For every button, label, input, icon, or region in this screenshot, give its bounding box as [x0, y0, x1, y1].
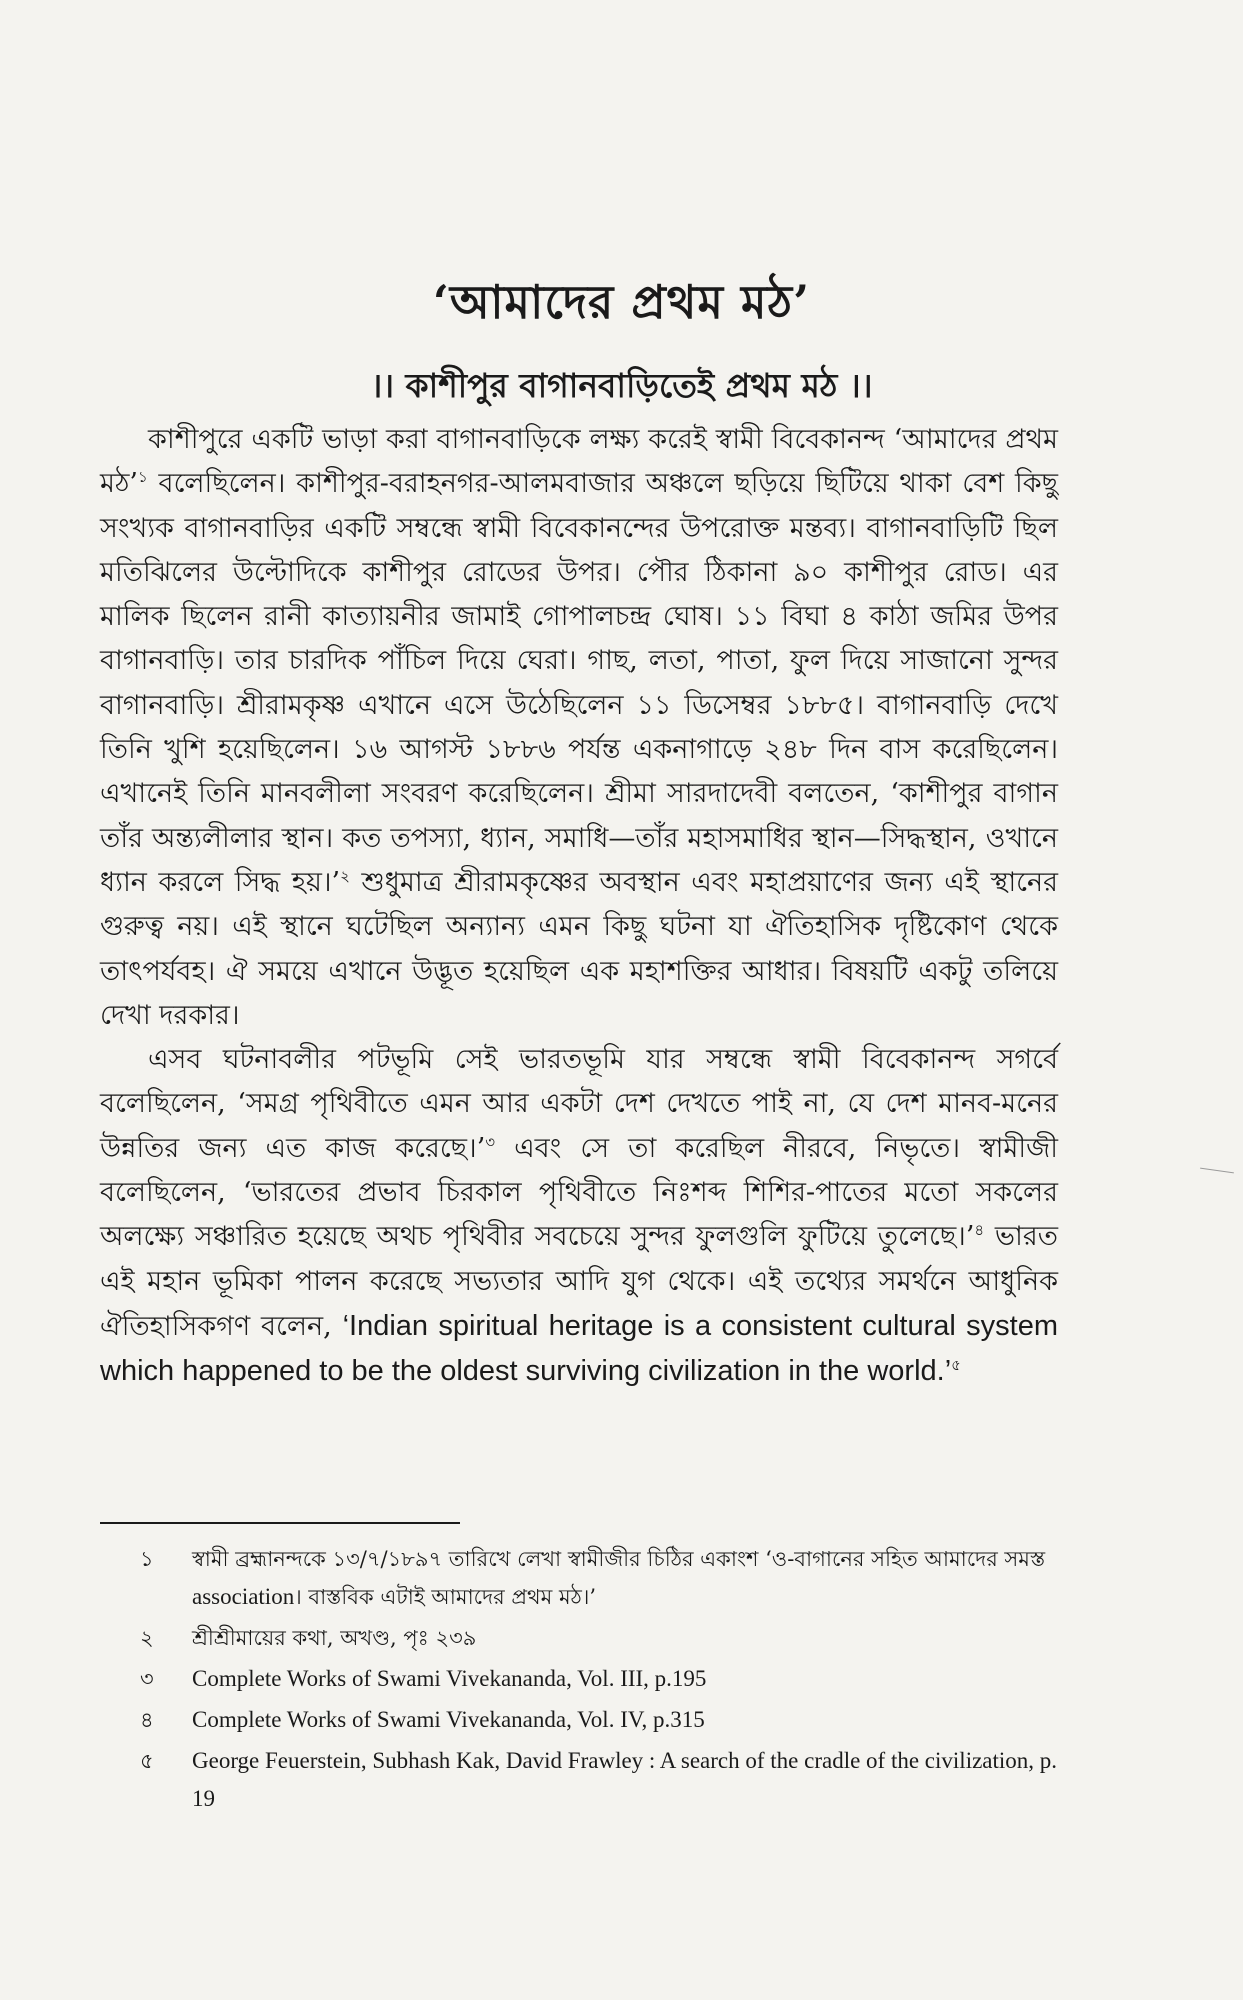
footnote-item — [140, 1660, 1060, 1698]
footnote-text — [192, 1540, 1060, 1616]
footnote-marker-1: ১ — [138, 468, 148, 487]
footnote-text-bn: । বাস্তবিক এটাই আমাদের প্রথম মঠ।’ — [294, 1585, 597, 1609]
footnote-text-en: George Feuerstein, Subhash Kak, David Frawley : A search of the cradle of the civilization, p. 19 — [192, 1748, 1058, 1811]
footnote-item — [140, 1619, 1060, 1657]
footnote-item — [140, 1701, 1060, 1739]
footnote-text-en: Complete Works of Swami Vivekananda, Vol. IV, p.315 — [192, 1707, 705, 1732]
paragraph-text: বলেছিলেন। কাশীপুর-বরাহনগর-আলমবাজার অঞ্চলে ছড়িয়ে ছিটিয়ে থাকা বেশ কিছু সংখ্যক বাগানবাড়ির একটি সম্বন্ধে স্বামী বিবেকানন্দের উপরোক্ত মন্তব্য। বাগানবাড়িটি ছিল মতিঝিলের উল্টোদিকে কাশীপুর রোডের উপর। পৌর ঠিকানা ৯০ কাশীপুর রোড। এর মালিক ছিলেন রানী কাত্যায়নীর জামাই গোপালচন্দ্র ঘোষ। ১১ বিঘা ৪ কাঠা জমির উপর বাগানবাড়ি। তার চারদিক পাঁচিল দিয়ে ঘেরা। গাছ, লতা, পাতা, ফুল দিয়ে সাজানো সুন্দর বাগানবাড়ি। শ্রীরামকৃষ্ণ এখানে এসে উঠেছিলেন ১১ ডিসেম্বর ১৮৮৫। বাগানবাড়ি দেখে তিনি খুশি হয়েছিলেন। ১৬ আগস্ট ১৮৮৬ পর্যন্ত একনাগাড়ে ২৪৮ দিন বাস করেছিলেন। এখানেই তিনি মানবলীলা সংবরণ করেছিলেন। শ্রীমা সারদাদেবী বলতেন, ‘কাশীপুর বাগান তাঁর অন্ত্যলীলার স্থান। কত তপস্যা, ধ্যান, সমাধি—তাঁর মহাসমাধির স্থান—সিদ্ধস্থান, ওখানে ধ্যান করলে সিদ্ধ হয়।’ — [100, 468, 1058, 898]
footnote-marker-4: ৪ — [974, 1221, 985, 1240]
footnote-number: ৪ — [140, 1708, 154, 1732]
footnote-text — [192, 1701, 1060, 1739]
paragraph-text: কাশীপুরে একটি ভাড়া করা বাগানবাড়িকে লক্ষ্য করেই স্বামী বিবেকানন্দ ‘আমাদের প্রথম মঠ’ — [100, 424, 1058, 500]
footnote-marker-5: ৫ — [951, 1356, 961, 1375]
footnote-number: ৫ — [140, 1749, 154, 1773]
margin-pencil-mark — [1200, 1168, 1234, 1174]
paragraph-text: এবং সে তা করেছিল নীরবে, নিভৃতে। স্বামীজী বলেছিলেন, ‘ভারতের প্রভাব চিরকাল পৃথিবীতে নিঃশব্দ শিশির-পাতের মতো সকলের অলক্ষ্যে সঞ্চারিত হয়েছে অথচ পৃথিবীর সবচেয়ে সুন্দর ফুলগুলি ফুটিয়ে তুলেছে।’ — [100, 1132, 1058, 1253]
footnote-text-bn: শ্রীশ্রীমায়ের কথা, অখণ্ড, পৃঃ ২৩৯ — [192, 1626, 477, 1650]
footnote-item — [140, 1742, 1060, 1818]
footnote-marker-3: ৩ — [485, 1132, 496, 1151]
footnote-text-en: association — [192, 1584, 295, 1609]
footnote-number: ১ — [140, 1547, 154, 1571]
body-text — [100, 418, 1058, 1395]
footnote-item — [140, 1540, 1060, 1616]
section-subtitle: ।। কাশীপুর বাগানবাড়িতেই প্রথম মঠ ।। — [370, 366, 873, 405]
paragraph-2 — [100, 1038, 1058, 1394]
paragraph-1 — [100, 418, 1058, 1038]
footnote-text — [192, 1660, 1060, 1698]
footnote-marker-2: ২ — [340, 866, 350, 885]
footnote-text-en: Complete Works of Swami Vivekananda, Vol. III, p.195 — [192, 1666, 707, 1691]
footnotes — [140, 1540, 1060, 1821]
footnote-divider — [100, 1522, 460, 1524]
footnote-number: ৩ — [140, 1667, 154, 1691]
footnote-text — [192, 1619, 1060, 1657]
footnote-text-bn: স্বামী ব্রহ্মানন্দকে ১৩/৭/১৮৯৭ তারিখে লেখা স্বামীজীর চিঠির একাংশ ‘ও-বাগানের সহিত আমাদের সমস্ত — [192, 1547, 1046, 1571]
english-quote: ‘Indian spiritual heritage is a consistent cultural system which happened to be the oldest surviving civilization in the world.’ — [100, 1309, 1058, 1388]
footnote-number: ২ — [140, 1626, 154, 1650]
paragraph-text: ভারত এই মহান ভূমিকা পালন করেছে সভ্যতার আদি যুগ থেকে। এই তথ্যের সমর্থনে আধুনিক ঐতিহাসিকগণ বলেন, — [100, 1221, 1058, 1342]
paragraph-text: এসব ঘটনাবলীর পটভূমি সেই ভারতভূমি যার সম্বন্ধে স্বামী বিবেকানন্দ সগর্বে বলেছিলেন, ‘সমগ্র পৃথিবীতে এমন আর একটা দেশ দেখতে পাই না, যে দেশ মানব-মনের উন্নতির জন্য এত কাজ করেছে।’ — [100, 1044, 1058, 1164]
footnote-text — [192, 1742, 1060, 1818]
chapter-title: ‘আমাদের প্রথম মঠ’ — [432, 275, 811, 329]
paragraph-text: শুধুমাত্র শ্রীরামকৃষ্ণের অবস্থান এবং মহাপ্রয়াণের জন্য এই স্থানের গুরুত্ব নয়। এই স্থানে ঘটেছিল অন্যান্য এমন কিছু ঘটনা যা ঐতিহাসিক দৃষ্টিকোণ থেকে তাৎপর্যবহ। ঐ সময়ে এখানে উদ্ভূত হয়েছিল এক মহাশক্তির আধার। বিষয়টি একটু তলিয়ে দেখা দরকার। — [100, 866, 1058, 1031]
